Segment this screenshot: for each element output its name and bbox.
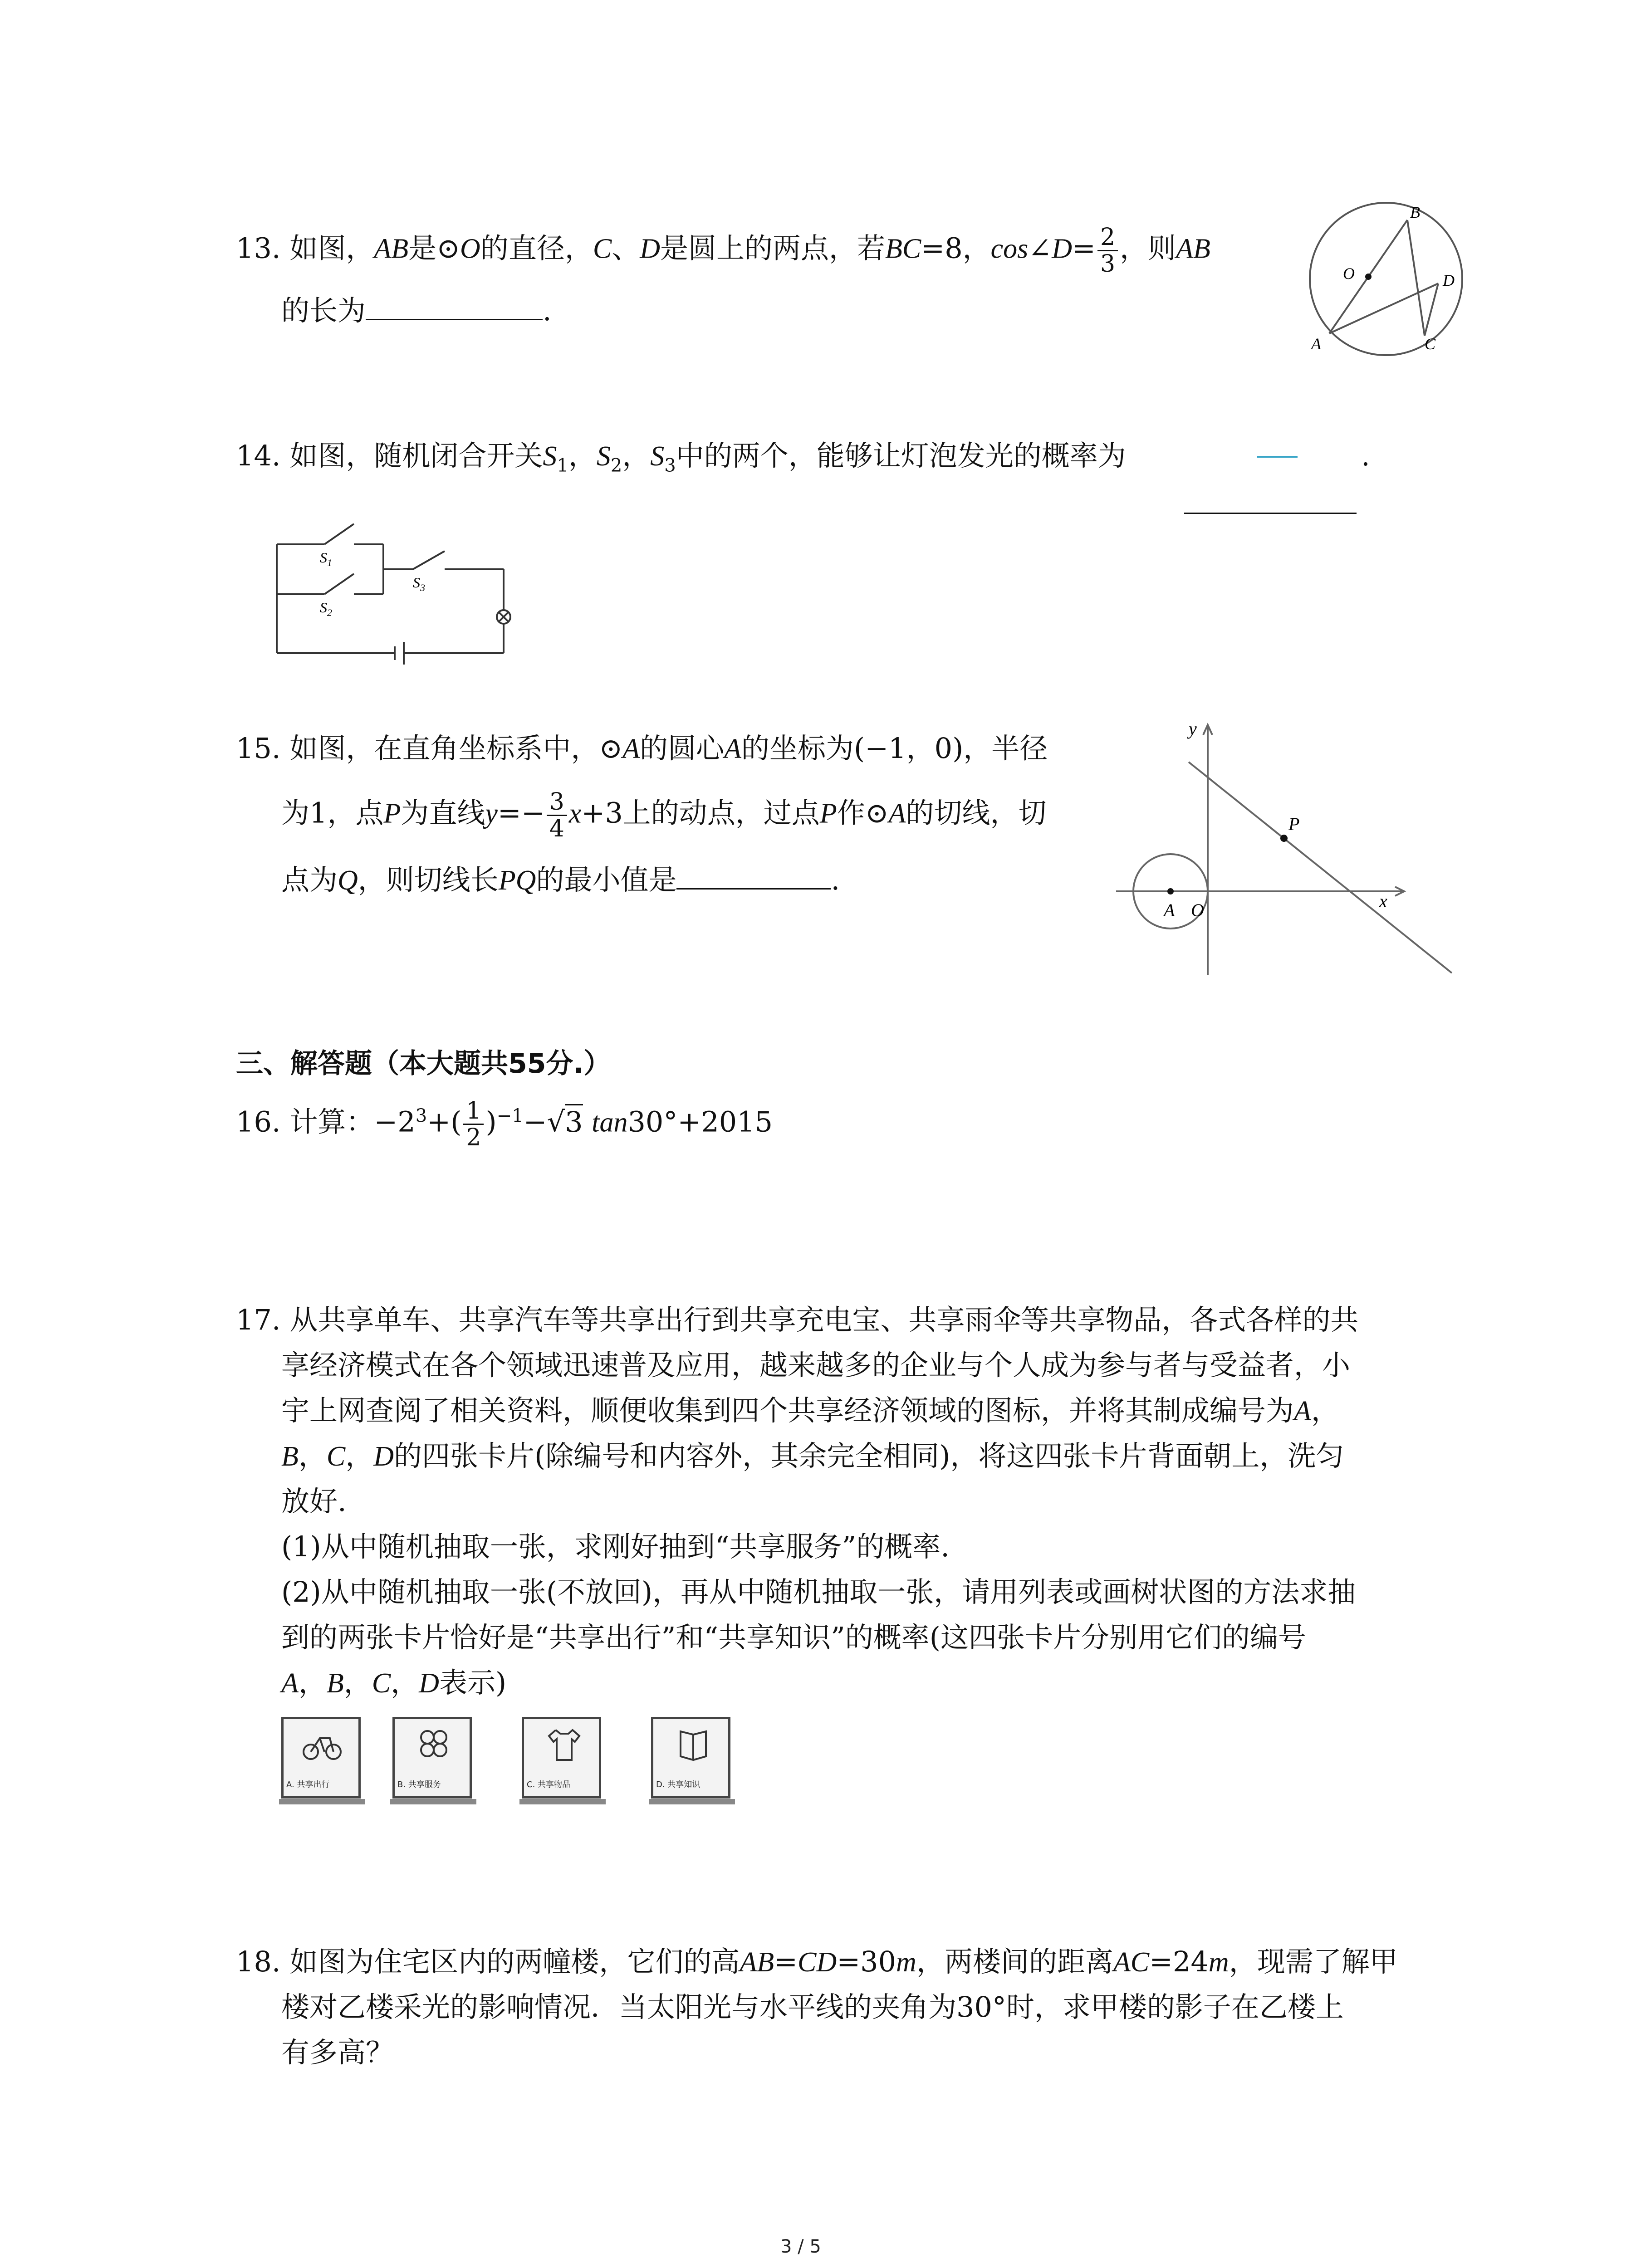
q15-label-p: P (1288, 814, 1300, 834)
q13-answer-blank (366, 314, 543, 320)
section3-heading: 三、解答题（本大题共55分.） (236, 1048, 611, 1080)
q15-label-x: x (1379, 891, 1387, 911)
q13-label-o: O (1343, 264, 1355, 283)
card-c (522, 1717, 601, 1799)
q17-line9: A，B，C，D表示) (281, 1666, 507, 1699)
q17-line7: (2)从中随机抽取一张(不放回)，再从中随机抽取一张，请用列表或画树状图的方法求抽 (281, 1575, 1356, 1608)
card-b-caption: B. 共享服务 (397, 1780, 441, 1789)
q15-line1: 15. 如图，在直角坐标系中，⊙A的圆心A的坐标为(−1，0)，半径 (236, 732, 1048, 765)
q15-label-a: A (1164, 900, 1175, 920)
q16-line: 16. 计算：$-2^3+$( $\frac{1}{2}$ )$^{-1}$−√3 tan30°+2015 (236, 1097, 773, 1152)
q14-period: . (1361, 439, 1370, 472)
q14-fig-s3: $S_3$ (413, 574, 425, 593)
card-b (392, 1717, 472, 1799)
q17-line4: B，C，D的四张卡片(除编号和内容外，其余完全相同)，将这四张卡片背面朝上，洗匀 (281, 1439, 1344, 1472)
card-c-caption: C. 共享物品 (527, 1780, 571, 1789)
shirt-icon (542, 1725, 585, 1765)
q14-fig-s1: $S_1$ (320, 549, 332, 568)
bicycle-icon (302, 1725, 345, 1765)
q14-fraction-mark (1257, 456, 1298, 458)
page-number: 3 / 5 (780, 2236, 821, 2257)
q14-fig-s2: $S_2$ (320, 599, 332, 618)
q15-label-y: y (1189, 719, 1197, 739)
book-icon (671, 1725, 715, 1765)
card-a-caption: A. 共享出行 (286, 1780, 330, 1789)
q13-line2: 的长为 . (281, 294, 552, 327)
q18-line2: 楼对乙楼采光的影响情况．当太阳光与水平线的夹角为30°时，求甲楼的影子在乙楼上 (281, 1990, 1344, 2024)
q14-circuit-figure (263, 513, 517, 676)
q14-line1: 14. 如图，随机闭合开关$S_1$，$S_2$，$S_3$中的两个，能够让灯泡发光的概率为 (236, 439, 1126, 476)
card-d-caption: D. 共享知识 (656, 1780, 700, 1789)
q15-line3: 点为Q，则切线长PQ的最小值是 . (281, 863, 840, 896)
q15-fraction: $\frac{3}{4}$ (547, 789, 567, 841)
q13-label-d: D (1443, 271, 1455, 289)
q15-label-o: O (1191, 900, 1204, 920)
q17-line2: 享经济模式在各个领域迅速普及应用，越来越多的企业与个人成为参与者与受益者，小 (281, 1349, 1351, 1382)
q15-line2: 为1，点P为直线y=− $\frac{3}{4}$ x+3上的动点，过点P作⊙A的切线，切 (281, 788, 1047, 842)
q13-line1: 13. 如图，AB是⊙O的直径，C、D是圆上的两点，若BC=8，cos∠D= $\frac{2}{3}$ ，则AB (236, 224, 1210, 278)
q13-label-b: B (1410, 203, 1420, 221)
q14-answer-blank (1184, 513, 1357, 514)
q13-circle-figure (1288, 200, 1479, 363)
card-d (651, 1717, 730, 1799)
q17-line6: (1)从中随机抽取一张，求刚好抽到“共享服务”的概率. (281, 1530, 950, 1563)
q15-answer-blank (676, 884, 831, 890)
q18-line3: 有多高？ (281, 2036, 394, 2069)
q16-fraction: $\frac{1}{2}$ (463, 1098, 484, 1150)
q17-line1: 17. 从共享单车、共享汽车等共享出行到共享充电宝、共享雨伞等共享物品，各式各样的共 (236, 1303, 1359, 1336)
q15-coordinate-figure (1107, 717, 1456, 989)
q17-line8: 到的两张卡片恰好是“共享出行”和“共享知识”的概率(这四张卡片分别用它们的编号 (281, 1621, 1306, 1654)
q17-line5: 放好. (281, 1485, 347, 1518)
card-a (281, 1717, 361, 1799)
q17-line3: 宇上网查阅了相关资料，顺便收集到四个共享经济领域的图标，并将其制成编号为A， (281, 1394, 1339, 1427)
clover-icon (413, 1725, 456, 1765)
q13-label-a: A (1311, 335, 1321, 353)
q13-label-c: C (1425, 335, 1436, 353)
q18-line1: 18. 如图为住宅区内的两幢楼，它们的高AB=CD=30m，两楼间的距离AC=24m，现需了解甲 (236, 1945, 1398, 1978)
q13-fraction: $\frac{2}{3}$ (1097, 225, 1118, 277)
